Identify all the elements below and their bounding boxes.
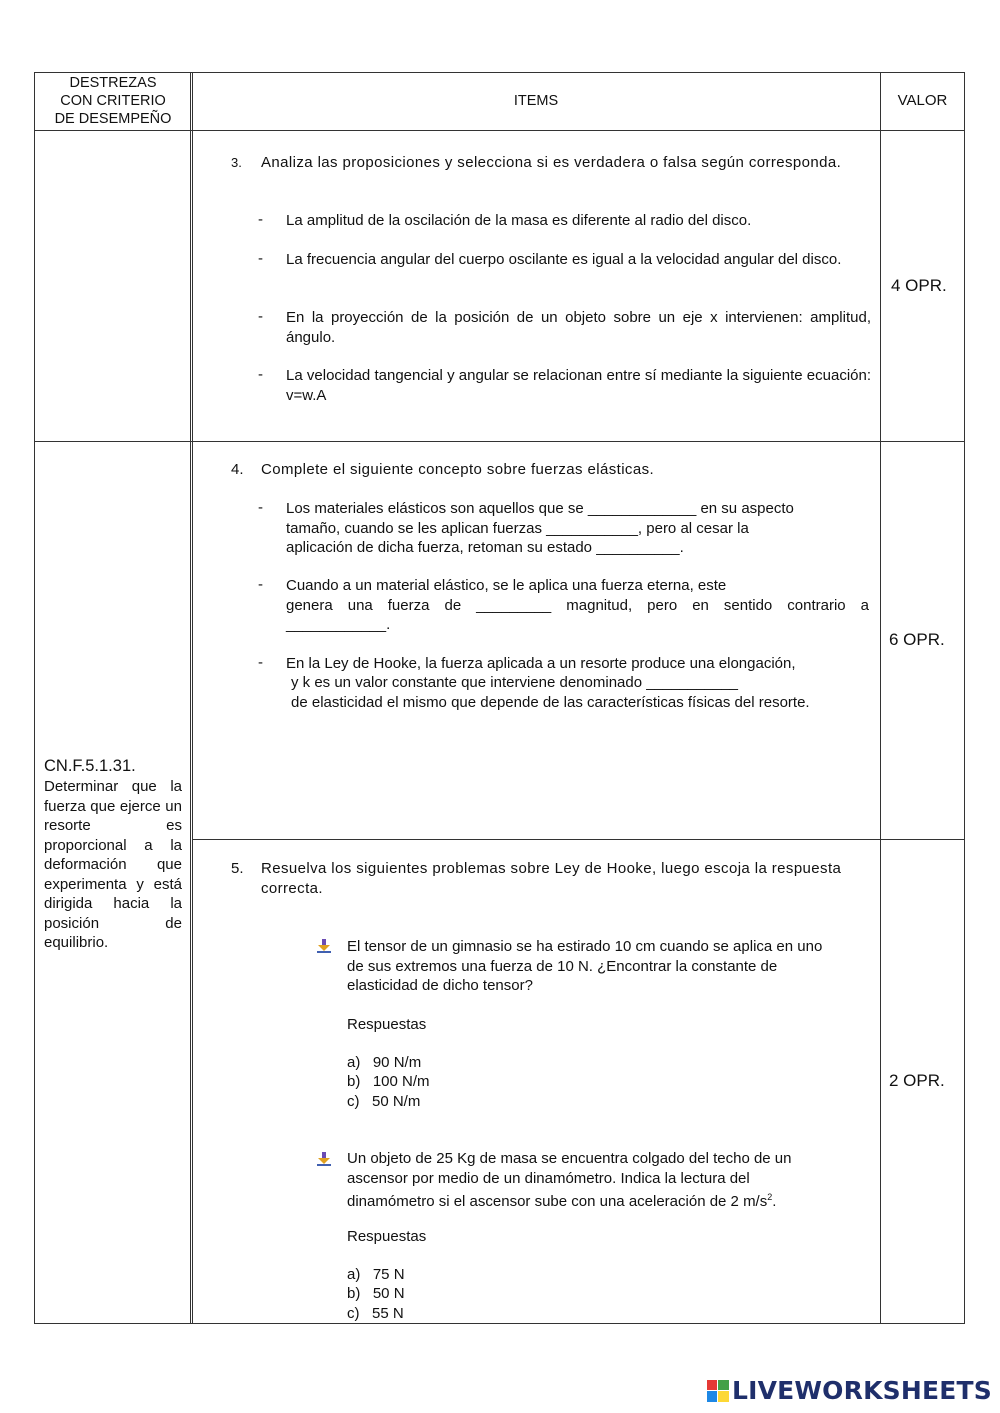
header-valor: VALOR [897,92,948,109]
problem-2-line-1: Un objeto de 25 Kg de masa se encuentra colgado del techo de un [347,1150,792,1167]
row-divider-q3 [34,441,965,442]
destreza-code: CN.F.5.1.31. [44,757,136,775]
column-divider-2 [880,72,881,1324]
liveworksheets-watermark [707,1376,992,1405]
table-border-top [34,72,965,73]
header-row-divider [34,130,965,131]
q3-bullet-dash-1: - [258,211,263,228]
destreza-description: Determinar que la fuerza que ejerce un resorte es proporcional a la deformación que experimenta y está dirigida hacia la posición de equilibrio. [44,778,182,951]
q4-fill-1-line-1[interactable]: Los materiales elásticos son aquellos que se _____________ en su aspecto [286,500,794,517]
arrow-bullet-icon [316,1152,332,1166]
q3-statement-2: La frecuencia angular del cuerpo oscilante es igual a la velocidad angular del disco. [286,251,842,268]
problem-1-line-1: El tensor de un gimnasio se ha estirado 10 cm cuando se aplica en uno [347,938,823,955]
problem-2-line-3 [347,1188,776,1212]
column-divider-1 [190,72,191,1324]
table-border-left [34,72,35,1324]
problem-2-line-2: ascensor por medio de un dinamómetro. Indica la lectura del [347,1170,750,1187]
q4-fill-1-line-2[interactable]: tamaño, cuando se les aplican fuerzas ___________, pero al cesar la [286,520,749,537]
q4-value: 6 OPR. [889,630,945,649]
table-border-right [964,72,965,1324]
q4-fill-1-line-3[interactable]: aplicación de dicha fuerza, retoman su estado __________. [286,539,684,556]
table-border-bottom [34,1323,965,1324]
q4-number: 4. [231,461,244,478]
problem-2-option-c[interactable]: c) 55 N [347,1305,404,1322]
problem-1-option-c[interactable]: c) 50 N/m [347,1093,421,1110]
q4-fill-2-line-3[interactable]: ____________. [286,616,391,633]
problem-1-line-2: de sus extremos una fuerza de 10 N. ¿Encontrar la constante de [347,958,778,975]
liveworksheets-brand-name: LIVEWORKSHEETS [731,1376,992,1405]
q3-statement-4: La velocidad tangencial y angular se relacionan entre sí mediante la siguiente ecuación: v=w.A [286,367,871,404]
problem-2-line-3-text: dinamómetro si el ascensor sube con una aceleración de 2 m/s [347,1193,768,1210]
q3-statement-1: La amplitud de la oscilación de la masa es diferente al radio del disco. [286,212,752,229]
column-divider-1b [192,72,193,1324]
q4-fill-2-line-2[interactable]: genera una fuerza de _________ magnitud, pero en sentido contrario a [286,597,869,614]
q4-fill-3-line-1[interactable]: En la Ley de Hooke, la fuerza aplicada a un resorte produce una elongación, [286,655,796,672]
q4-prompt: Complete el siguiente concepto sobre fuerzas elásticas. [261,461,655,478]
q3-bullet-dash-3: - [258,308,263,325]
q5-value: 2 OPR. [889,1071,945,1090]
superscript-2: 2 [767,1192,773,1202]
q4-bullet-dash-2: - [258,576,263,593]
q3-statement-3: En la proyección de la posición de un objeto sobre un eje x intervienen: amplitud, ángulo. [286,309,871,346]
q5-prompt: Resuelva los siguientes problemas sobre Ley de Hooke, luego escoja la respuesta correcta. [261,860,842,897]
problem-1-option-b[interactable]: b) 100 N/m [347,1073,430,1090]
q3-prompt: Analiza las proposiciones y selecciona si es verdadera o falsa según corresponda. [261,154,842,171]
problem-1-option-a[interactable]: a) 90 N/m [347,1054,422,1071]
row-divider-q4 [192,839,965,840]
q3-bullet-dash-4: - [258,366,263,383]
problem-1-line-3: elasticidad de dicho tensor? [347,977,533,994]
liveworksheets-logo-icon [707,1380,729,1402]
arrow-bullet-icon [316,939,332,953]
q4-fill-2-line-1[interactable]: Cuando a un material elástico, se le aplica una fuerza eterna, este [286,577,727,594]
problem-2-option-b[interactable]: b) 50 N [347,1285,405,1302]
q3-bullet-dash-2: - [258,250,263,267]
q5-number: 5. [231,860,244,877]
q4-fill-3-line-3[interactable]: de elasticidad el mismo que depende de las características físicas del resorte. [291,694,810,711]
header-items: ITEMS [513,93,559,109]
problem-1-answers-label: Respuestas [347,1016,427,1033]
q4-bullet-dash-3: - [258,654,263,671]
q3-number: 3. [231,155,242,170]
q4-bullet-dash-1: - [258,499,263,516]
problem-2-answers-label: Respuestas [347,1228,427,1245]
problem-2-option-a[interactable]: a) 75 N [347,1266,405,1283]
q4-fill-3-line-2[interactable]: y k es un valor constante que interviene denominado ___________ [291,674,738,691]
q3-value: 4 OPR. [891,276,947,295]
header-destrezas: DESTREZAS CON CRITERIO DE DESEMPEÑO [54,75,172,127]
problem-2-period: . [772,1193,777,1210]
